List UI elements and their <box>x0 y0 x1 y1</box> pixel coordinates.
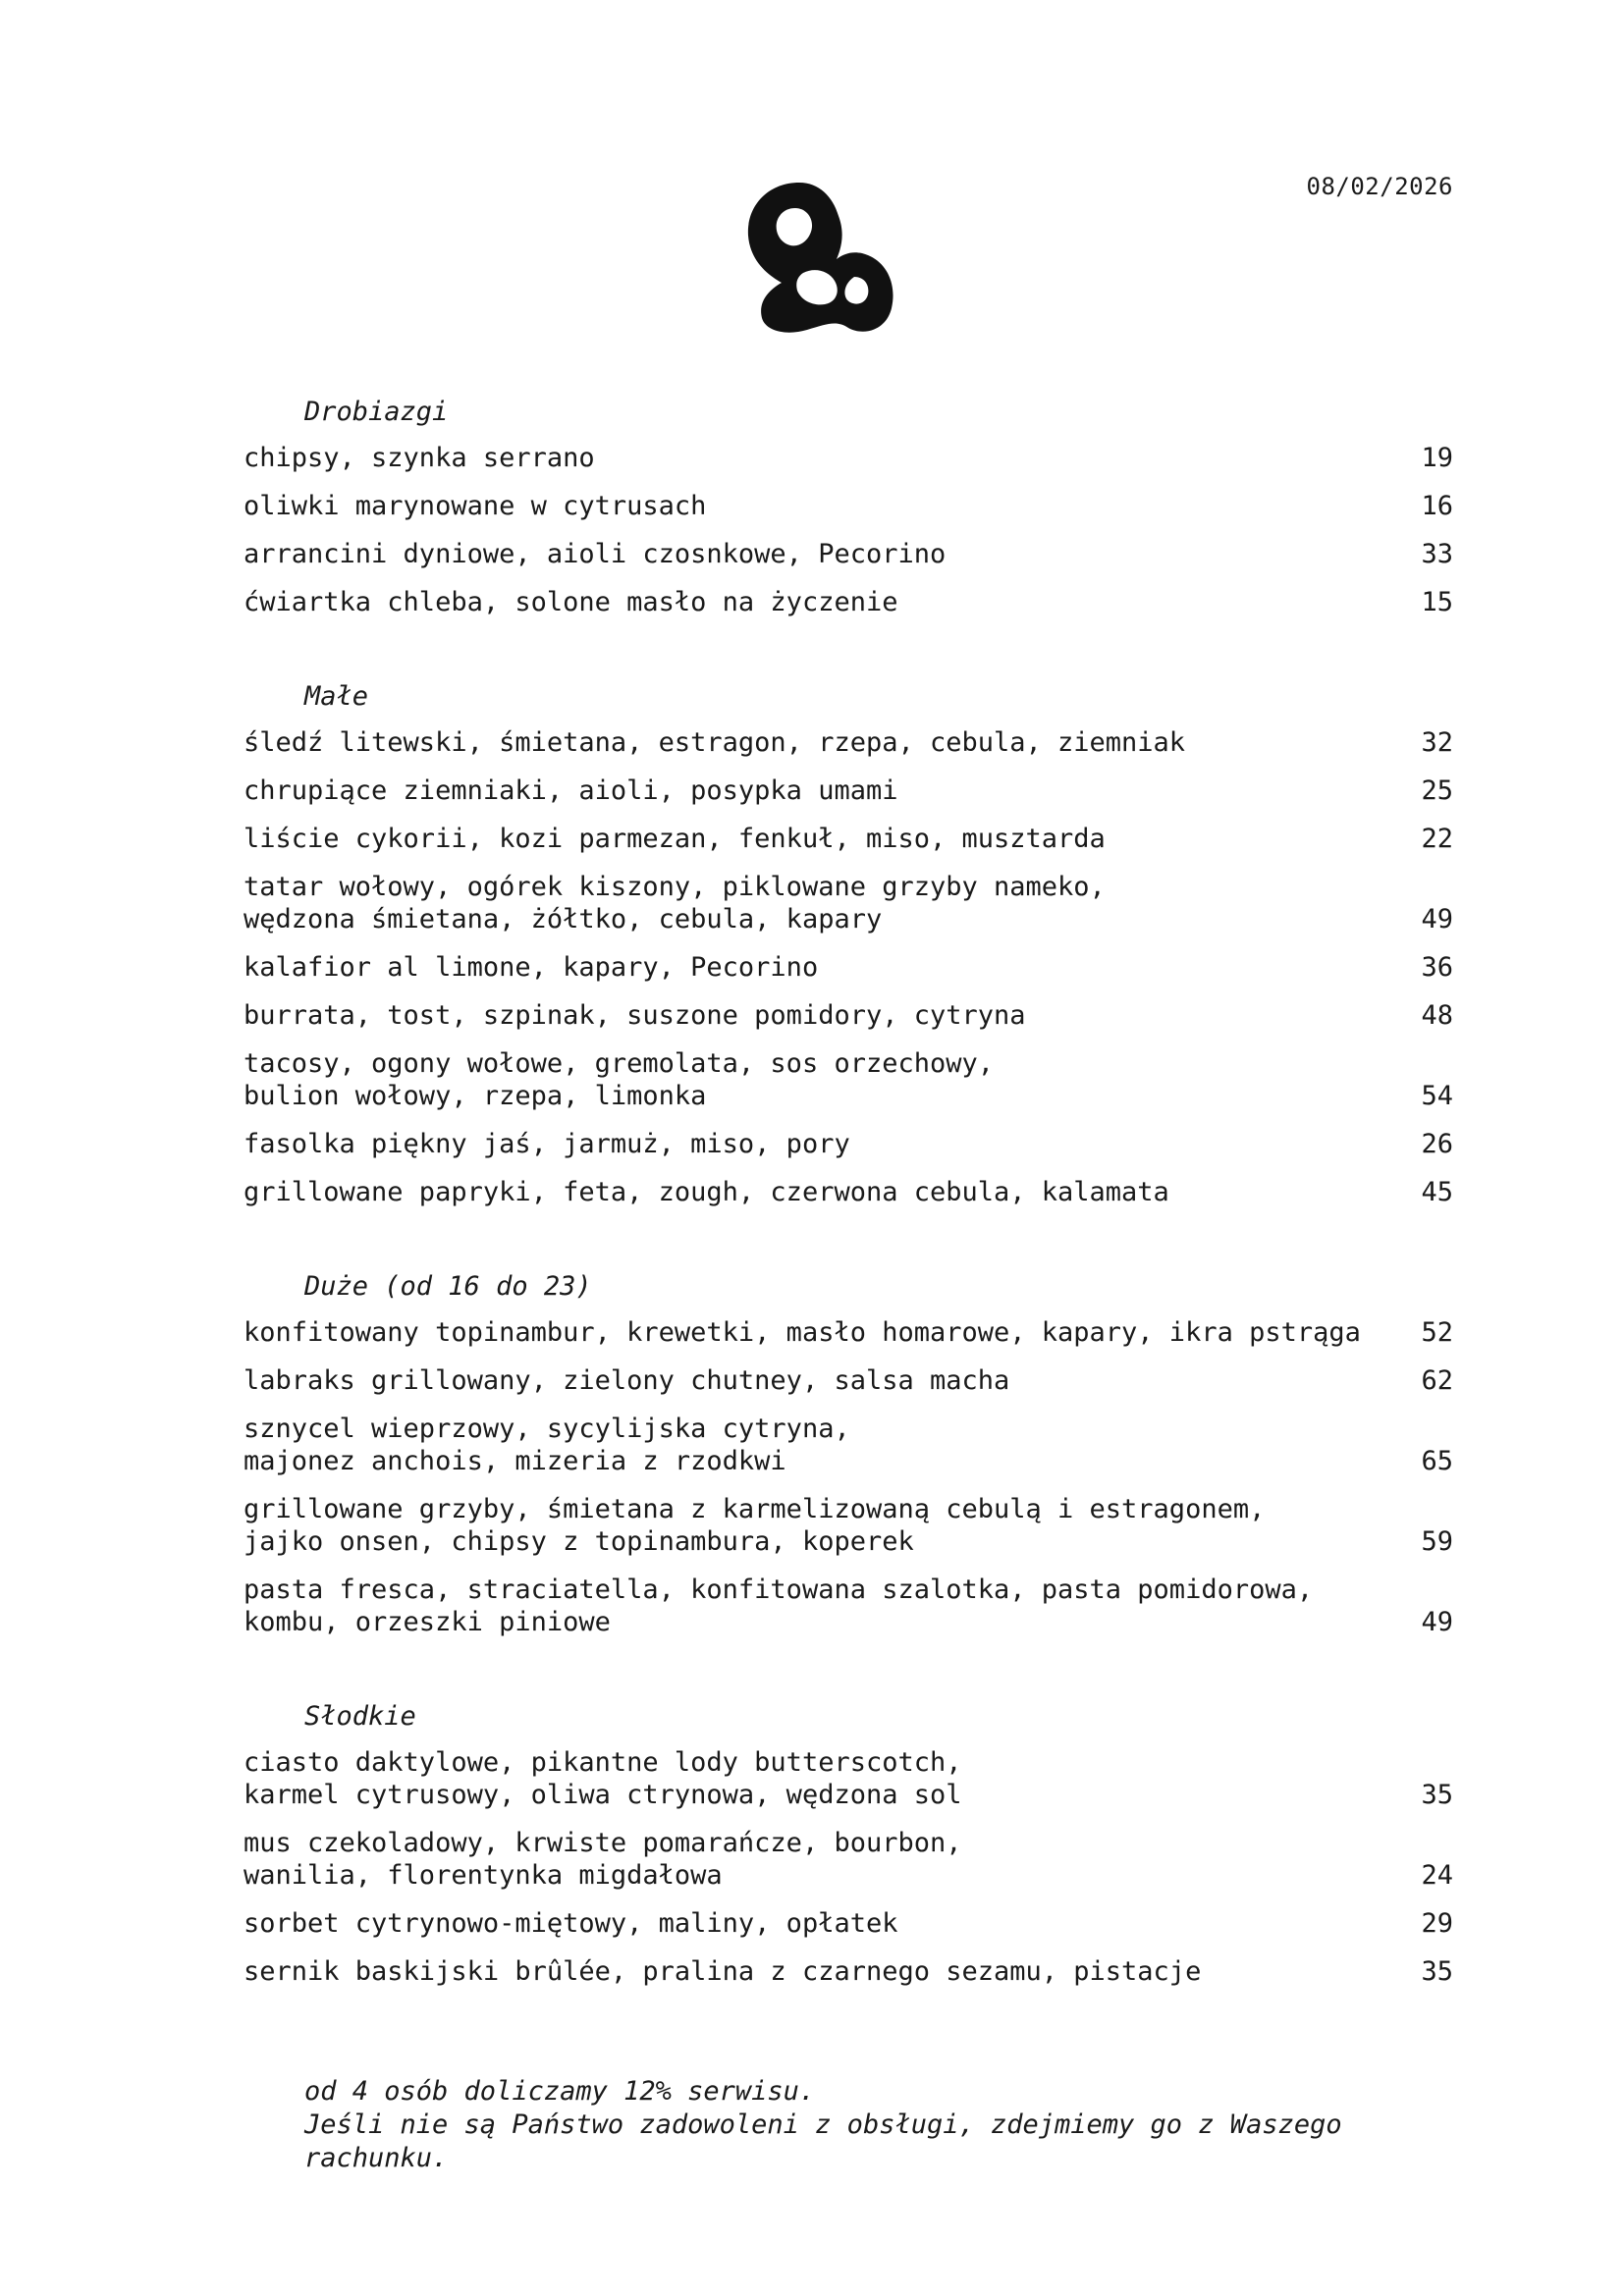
menu-item-name: konfitowany topinambur, krewetki, masło homarowe, kapary, ikra pstrąga <box>244 1317 1361 1348</box>
menu-item-price: 24 <box>1421 1860 1453 1891</box>
menu-item <box>244 578 1453 626</box>
menu-item <box>244 1738 1453 1819</box>
menu-item-name: grillowane papryki, feta, zough, czerwona cebula, kalamata <box>244 1177 1169 1207</box>
menu-item <box>244 1819 1453 1899</box>
service-note-line1: od 4 osób doliczamy 12% serwisu. <box>304 2076 816 2107</box>
service-note-line2: Jeśli nie są Państwo zadowoleni z obsługi, zdejmiemy go z Waszego rachunku. <box>304 2109 1342 2173</box>
menu-item-price: 49 <box>1421 1607 1453 1637</box>
menu-section <box>244 1695 1453 1996</box>
menu-item-name: grillowane grzyby, śmietana z karmelizowaną cebulą i estragonem, jajko onsen, chipsy z topinambura, koperek <box>244 1494 1266 1557</box>
menu-item-name: tatar wołowy, ogórek kiszony, piklowane grzyby nameko, wędzona śmietana, żółtko, cebula, kapary <box>244 872 1106 934</box>
menu-item-name: sorbet cytrynowo-miętowy, maliny, opłatek <box>244 1908 898 1939</box>
menu-item-name: oliwki marynowane w cytrusach <box>244 491 707 521</box>
section-title: Drobiazgi <box>304 397 449 427</box>
menu-item-name: chrupiące ziemniaki, aioli, posypka umami <box>244 775 898 806</box>
menu-item <box>244 1308 1453 1357</box>
menu-item <box>244 991 1453 1040</box>
menu-item <box>244 434 1453 482</box>
menu-item-price: 29 <box>1421 1908 1453 1939</box>
menu-item <box>244 767 1453 815</box>
menu-item-name: sznycel wieprzowy, sycylijska cytryna, majonez anchois, mizeria z rzodkwi <box>244 1414 850 1476</box>
menu-item <box>244 482 1453 530</box>
menu-item <box>244 1040 1453 1120</box>
menu-item <box>244 943 1453 991</box>
menu-item <box>244 1948 1453 1996</box>
restaurant-logo <box>738 175 895 337</box>
menu-item-name: tacosy, ogony wołowe, gremolata, sos orzechowy, bulion wołowy, rzepa, limonka <box>244 1048 995 1111</box>
menu-item-price: 59 <box>1421 1526 1453 1557</box>
menu-item-price: 22 <box>1421 824 1453 854</box>
menu-item-price: 48 <box>1421 1000 1453 1031</box>
menu-item-name: mus czekoladowy, krwiste pomarańcze, bourbon, wanilia, florentynka migdałowa <box>244 1828 962 1891</box>
menu-item-price: 19 <box>1421 443 1453 473</box>
menu-date: 08/02/2026 <box>1306 173 1453 200</box>
menu-item <box>244 863 1453 943</box>
section-title: Małe <box>304 681 369 712</box>
menu-item-price: 35 <box>1421 1956 1453 1987</box>
menu-item-price: 15 <box>1421 587 1453 617</box>
menu-section <box>244 675 1453 1216</box>
menu-item <box>244 1405 1453 1485</box>
menu-item-price: 33 <box>1421 539 1453 569</box>
menu-item-price: 26 <box>1421 1129 1453 1159</box>
menu-item-price: 54 <box>1421 1081 1453 1111</box>
menu-item <box>244 1485 1453 1566</box>
menu-item-name: arrancini dyniowe, aioli czosnkowe, Pecorino <box>244 539 947 569</box>
menu-item-name: labraks grillowany, zielony chutney, salsa macha <box>244 1365 1010 1396</box>
menu-item <box>244 1168 1453 1216</box>
menu-item-price: 35 <box>1421 1780 1453 1810</box>
menu-section <box>244 391 1453 626</box>
menu-item <box>244 1120 1453 1168</box>
menu-item-name: fasolka piękny jaś, jarmuż, miso, pory <box>244 1129 850 1159</box>
menu-content <box>244 391 1453 2045</box>
menu-item-price: 52 <box>1421 1317 1453 1348</box>
menu-item-price: 16 <box>1421 491 1453 521</box>
menu-item-price: 32 <box>1421 727 1453 758</box>
menu-item-name: ciasto daktylowe, pikantne lody butterscotch, karmel cytrusowy, oliwa ctrynowa, wędzona sol <box>244 1747 962 1810</box>
section-title: Duże (od 16 do 23) <box>304 1271 592 1302</box>
menu-item-price: 45 <box>1421 1177 1453 1207</box>
menu-item <box>244 815 1453 863</box>
menu-item-name: pasta fresca, straciatella, konfitowana szalotka, pasta pomidorowa, kombu, orzeszki piniowe <box>244 1575 1314 1637</box>
menu-item-name: ćwiartka chleba, solone masło na życzenie <box>244 587 898 617</box>
menu-item-price: 36 <box>1421 952 1453 983</box>
menu-item-price: 25 <box>1421 775 1453 806</box>
service-note <box>304 2075 1404 2175</box>
menu-item-name: chipsy, szynka serrano <box>244 443 595 473</box>
menu-item-name: sernik baskijski brûlée, pralina z czarnego sezamu, pistacje <box>244 1956 1202 1987</box>
menu-item-price: 62 <box>1421 1365 1453 1396</box>
menu-item-name: śledź litewski, śmietana, estragon, rzepa, cebula, ziemniak <box>244 727 1186 758</box>
section-title: Słodkie <box>304 1701 416 1732</box>
menu-item-price: 49 <box>1421 904 1453 934</box>
menu-item <box>244 530 1453 578</box>
menu-item-price: 65 <box>1421 1446 1453 1476</box>
menu-item <box>244 1566 1453 1646</box>
menu-item <box>244 719 1453 767</box>
menu-item-name: burrata, tost, szpinak, suszone pomidory, cytryna <box>244 1000 1026 1031</box>
menu-item <box>244 1357 1453 1405</box>
menu-item <box>244 1899 1453 1948</box>
menu-item-name: kalafior al limone, kapary, Pecorino <box>244 952 819 983</box>
menu-section <box>244 1265 1453 1646</box>
menu-item-name: liście cykorii, kozi parmezan, fenkuł, miso, musztarda <box>244 824 1106 854</box>
